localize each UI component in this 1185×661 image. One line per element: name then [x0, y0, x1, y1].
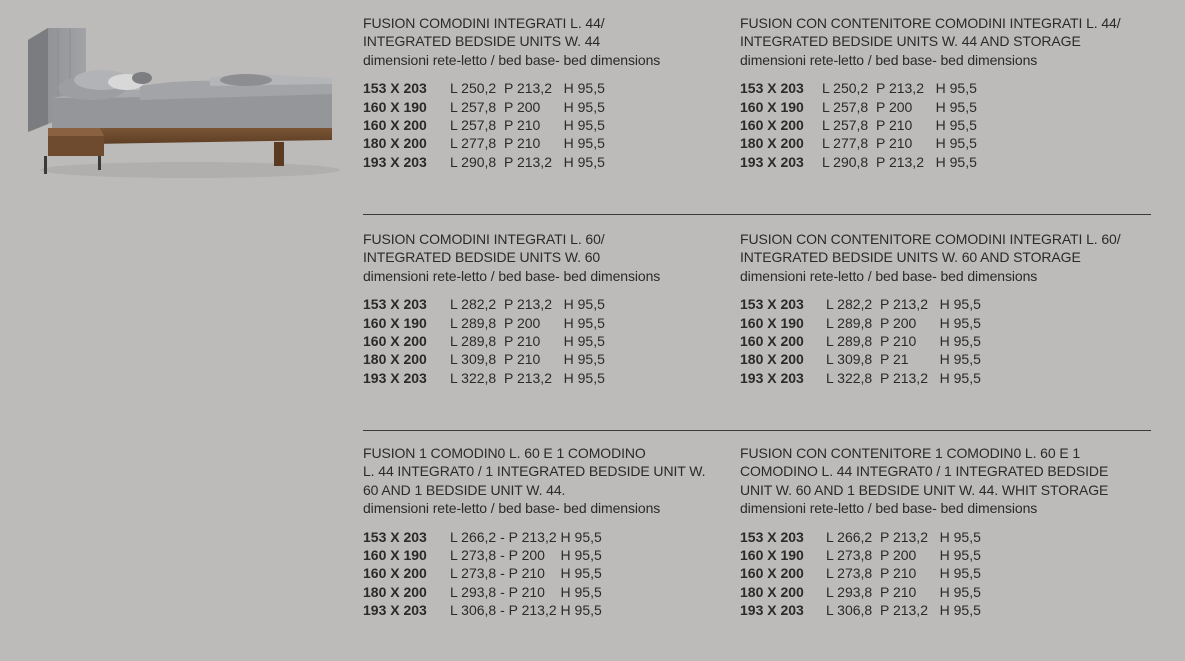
bed-size: 160 X 200: [363, 333, 427, 349]
dimension-row: [740, 98, 1150, 116]
bed-dimensions: L 293,8 - P 210 H 95,5: [450, 583, 602, 600]
spec-subtitle: dimensioni rete-letto / bed base- bed dimensions: [740, 267, 1038, 284]
dimension-row: [740, 546, 1150, 564]
spec-subtitle: dimensioni rete-letto / bed base- bed dimensions: [363, 51, 661, 68]
dimension-row: [740, 528, 1150, 546]
dimension-row: [363, 350, 773, 368]
spec-title: FUSION COMODINI INTEGRATI L. 44/ INTEGRATED BEDSIDE UNITS W. 44: [363, 15, 605, 50]
spec-block-right: [740, 14, 1150, 171]
bed-dimensions: L 257,8 P 200 H 95,5: [822, 98, 977, 115]
dimension-row: [363, 98, 773, 116]
dimension-row: [740, 134, 1150, 152]
bed-size: 153 X 203: [363, 296, 427, 313]
spec-subtitle: dimensioni rete-letto / bed base- bed dimensions: [740, 51, 1038, 68]
dimension-row: [363, 546, 773, 564]
dimension-row: [363, 332, 773, 350]
bed-size: 193 X 203: [740, 602, 804, 619]
spec-subtitle: dimensioni rete-letto / bed base- bed dimensions: [363, 500, 661, 517]
bed-size: 160 X 190: [363, 547, 427, 564]
bed-size: 153 X 203: [363, 528, 427, 545]
dimension-row: [363, 583, 773, 601]
bed-size: 160 X 200: [740, 333, 804, 349]
bed-product-image: [20, 20, 340, 195]
spec-title: FUSION 1 COMODIN0 L. 60 E 1 COMODINO L. 44 INTEGRAT0 / 1 INTEGRATED BEDSIDE UNIT W. 60 AND 1 BEDSIDE UNIT W. 44.: [363, 445, 706, 498]
bed-size: 180 X 200: [740, 351, 804, 368]
bed-dimensions: L 250,2 P 213,2 H 95,5: [822, 80, 977, 97]
dimension-row: [740, 153, 1150, 171]
bed-size: 193 X 203: [740, 369, 804, 386]
dimension-row: [363, 528, 773, 546]
dimension-row: [363, 369, 773, 387]
dimension-row: [740, 601, 1150, 619]
bed-dimensions: L 257,8 P 200 H 95,5: [450, 98, 605, 115]
bed-dimensions: L 266,2 - P 213,2 H 95,5: [450, 528, 602, 545]
bed-size: 180 X 200: [363, 135, 427, 152]
bed-dimensions: L 277,8 P 210 H 95,5: [822, 135, 977, 152]
bed-dimensions: L 273,8 - P 200 H 95,5: [450, 547, 602, 564]
spec-block-right: [740, 444, 1150, 620]
bed-size: 180 X 200: [740, 135, 804, 152]
bed-size: 160 X 200: [363, 565, 427, 582]
spec-title: FUSION COMODINI INTEGRATI L. 60/ INTEGRATED BEDSIDE UNITS W. 60: [363, 231, 605, 266]
bed-size: 193 X 203: [363, 369, 427, 386]
bed-dimensions: L 289,8 P 210 H 95,5: [450, 333, 605, 349]
dimension-row: [363, 601, 773, 619]
bed-dimensions: L 266,2 P 213,2 H 95,5: [826, 528, 981, 545]
bed-size: 153 X 203: [363, 80, 427, 97]
dimension-row: [363, 116, 773, 134]
bed-size: 180 X 200: [740, 583, 804, 600]
bed-dimensions: L 289,8 P 200 H 95,5: [826, 314, 981, 331]
dimension-row: [740, 350, 1150, 368]
bed-size: 153 X 203: [740, 528, 804, 545]
bed-dimensions: L 309,8 P 21 H 95,5: [826, 351, 981, 368]
dimension-row: [740, 295, 1150, 313]
bed-dimensions: L 322,8 P 213,2 H 95,5: [826, 369, 981, 386]
dimension-row: [740, 79, 1150, 97]
dimension-row: [740, 369, 1150, 387]
bed-dimensions: L 282,2 P 213,2 H 95,5: [826, 296, 981, 313]
bed-size: 160 X 200: [740, 117, 804, 133]
bed-dimensions: L 273,8 P 210 H 95,5: [826, 565, 981, 582]
bed-size: 160 X 200: [740, 565, 804, 582]
bed-size: 160 X 190: [740, 98, 804, 115]
bed-dimensions: L 282,2 P 213,2 H 95,5: [450, 296, 605, 313]
bed-dimensions: L 322,8 P 213,2 H 95,5: [450, 369, 605, 386]
spec-title: FUSION CON CONTENITORE 1 COMODIN0 L. 60 E 1 COMODINO L. 44 INTEGRAT0 / 1 INTEGRATED BEDSIDE UNIT W. 60 AND 1 BEDSIDE UNIT W. 44. WHIT STORAGE: [740, 445, 1109, 498]
dimension-row: [363, 314, 773, 332]
dimension-row: [740, 332, 1150, 350]
bed-dimensions: L 290,8 P 213,2 H 95,5: [450, 153, 605, 170]
dimension-row: [363, 295, 773, 313]
bed-size: 153 X 203: [740, 80, 804, 97]
bed-dimensions: L 277,8 P 210 H 95,5: [450, 135, 605, 152]
dimension-row: [740, 564, 1150, 582]
bed-size: 160 X 200: [363, 117, 427, 133]
bed-size: 180 X 200: [363, 583, 427, 600]
bed-dimensions: L 306,8 P 213,2 H 95,5: [826, 602, 981, 619]
bed-dimensions: L 289,8 P 200 H 95,5: [450, 314, 605, 331]
spec-title: FUSION CON CONTENITORE COMODINI INTEGRATI L. 60/ INTEGRATED BEDSIDE UNITS W. 60 AND STORAGE: [740, 231, 1121, 266]
bed-size: 193 X 203: [740, 153, 804, 170]
bed-size: 193 X 203: [363, 602, 427, 619]
dimension-row: [363, 153, 773, 171]
dimension-row: [740, 583, 1150, 601]
bed-size: 160 X 190: [363, 98, 427, 115]
bed-size: 160 X 190: [740, 547, 804, 564]
dimension-row: [740, 116, 1150, 134]
spec-block-right: [740, 230, 1150, 387]
bed-size: 160 X 190: [363, 314, 427, 331]
bed-dimensions: L 250,2 P 213,2 H 95,5: [450, 80, 605, 97]
spec-block-left: [363, 230, 773, 387]
dimension-row: [363, 134, 773, 152]
bed-dimensions: L 290,8 P 213,2 H 95,5: [822, 153, 977, 170]
bed-size: 193 X 203: [363, 153, 427, 170]
spec-subtitle: dimensioni rete-letto / bed base- bed dimensions: [740, 500, 1038, 517]
bed-dimensions: L 309,8 P 210 H 95,5: [450, 351, 605, 368]
bed-dimensions: L 257,8 P 210 H 95,5: [450, 117, 605, 133]
spec-block-left: [363, 14, 773, 171]
bed-dimensions: L 289,8 P 210 H 95,5: [826, 333, 981, 349]
bed-dimensions: L 306,8 - P 213,2 H 95,5: [450, 602, 602, 619]
dimension-row: [740, 314, 1150, 332]
spec-subtitle: dimensioni rete-letto / bed base- bed dimensions: [363, 267, 661, 284]
bed-dimensions: L 293,8 P 210 H 95,5: [826, 583, 981, 600]
section-divider: [363, 214, 1151, 215]
dimension-row: [363, 564, 773, 582]
section-divider: [363, 430, 1151, 431]
spec-block-left: [363, 444, 773, 620]
bed-dimensions: L 273,8 - P 210 H 95,5: [450, 565, 602, 582]
dimension-row: [363, 79, 773, 97]
bed-size: 160 X 190: [740, 314, 804, 331]
bed-size: 180 X 200: [363, 351, 427, 368]
spec-title: FUSION CON CONTENITORE COMODINI INTEGRATI L. 44/ INTEGRATED BEDSIDE UNITS W. 44 AND STORAGE: [740, 15, 1121, 50]
bed-dimensions: L 273,8 P 200 H 95,5: [826, 547, 981, 564]
bed-dimensions: L 257,8 P 210 H 95,5: [822, 117, 977, 133]
bed-size: 153 X 203: [740, 296, 804, 313]
